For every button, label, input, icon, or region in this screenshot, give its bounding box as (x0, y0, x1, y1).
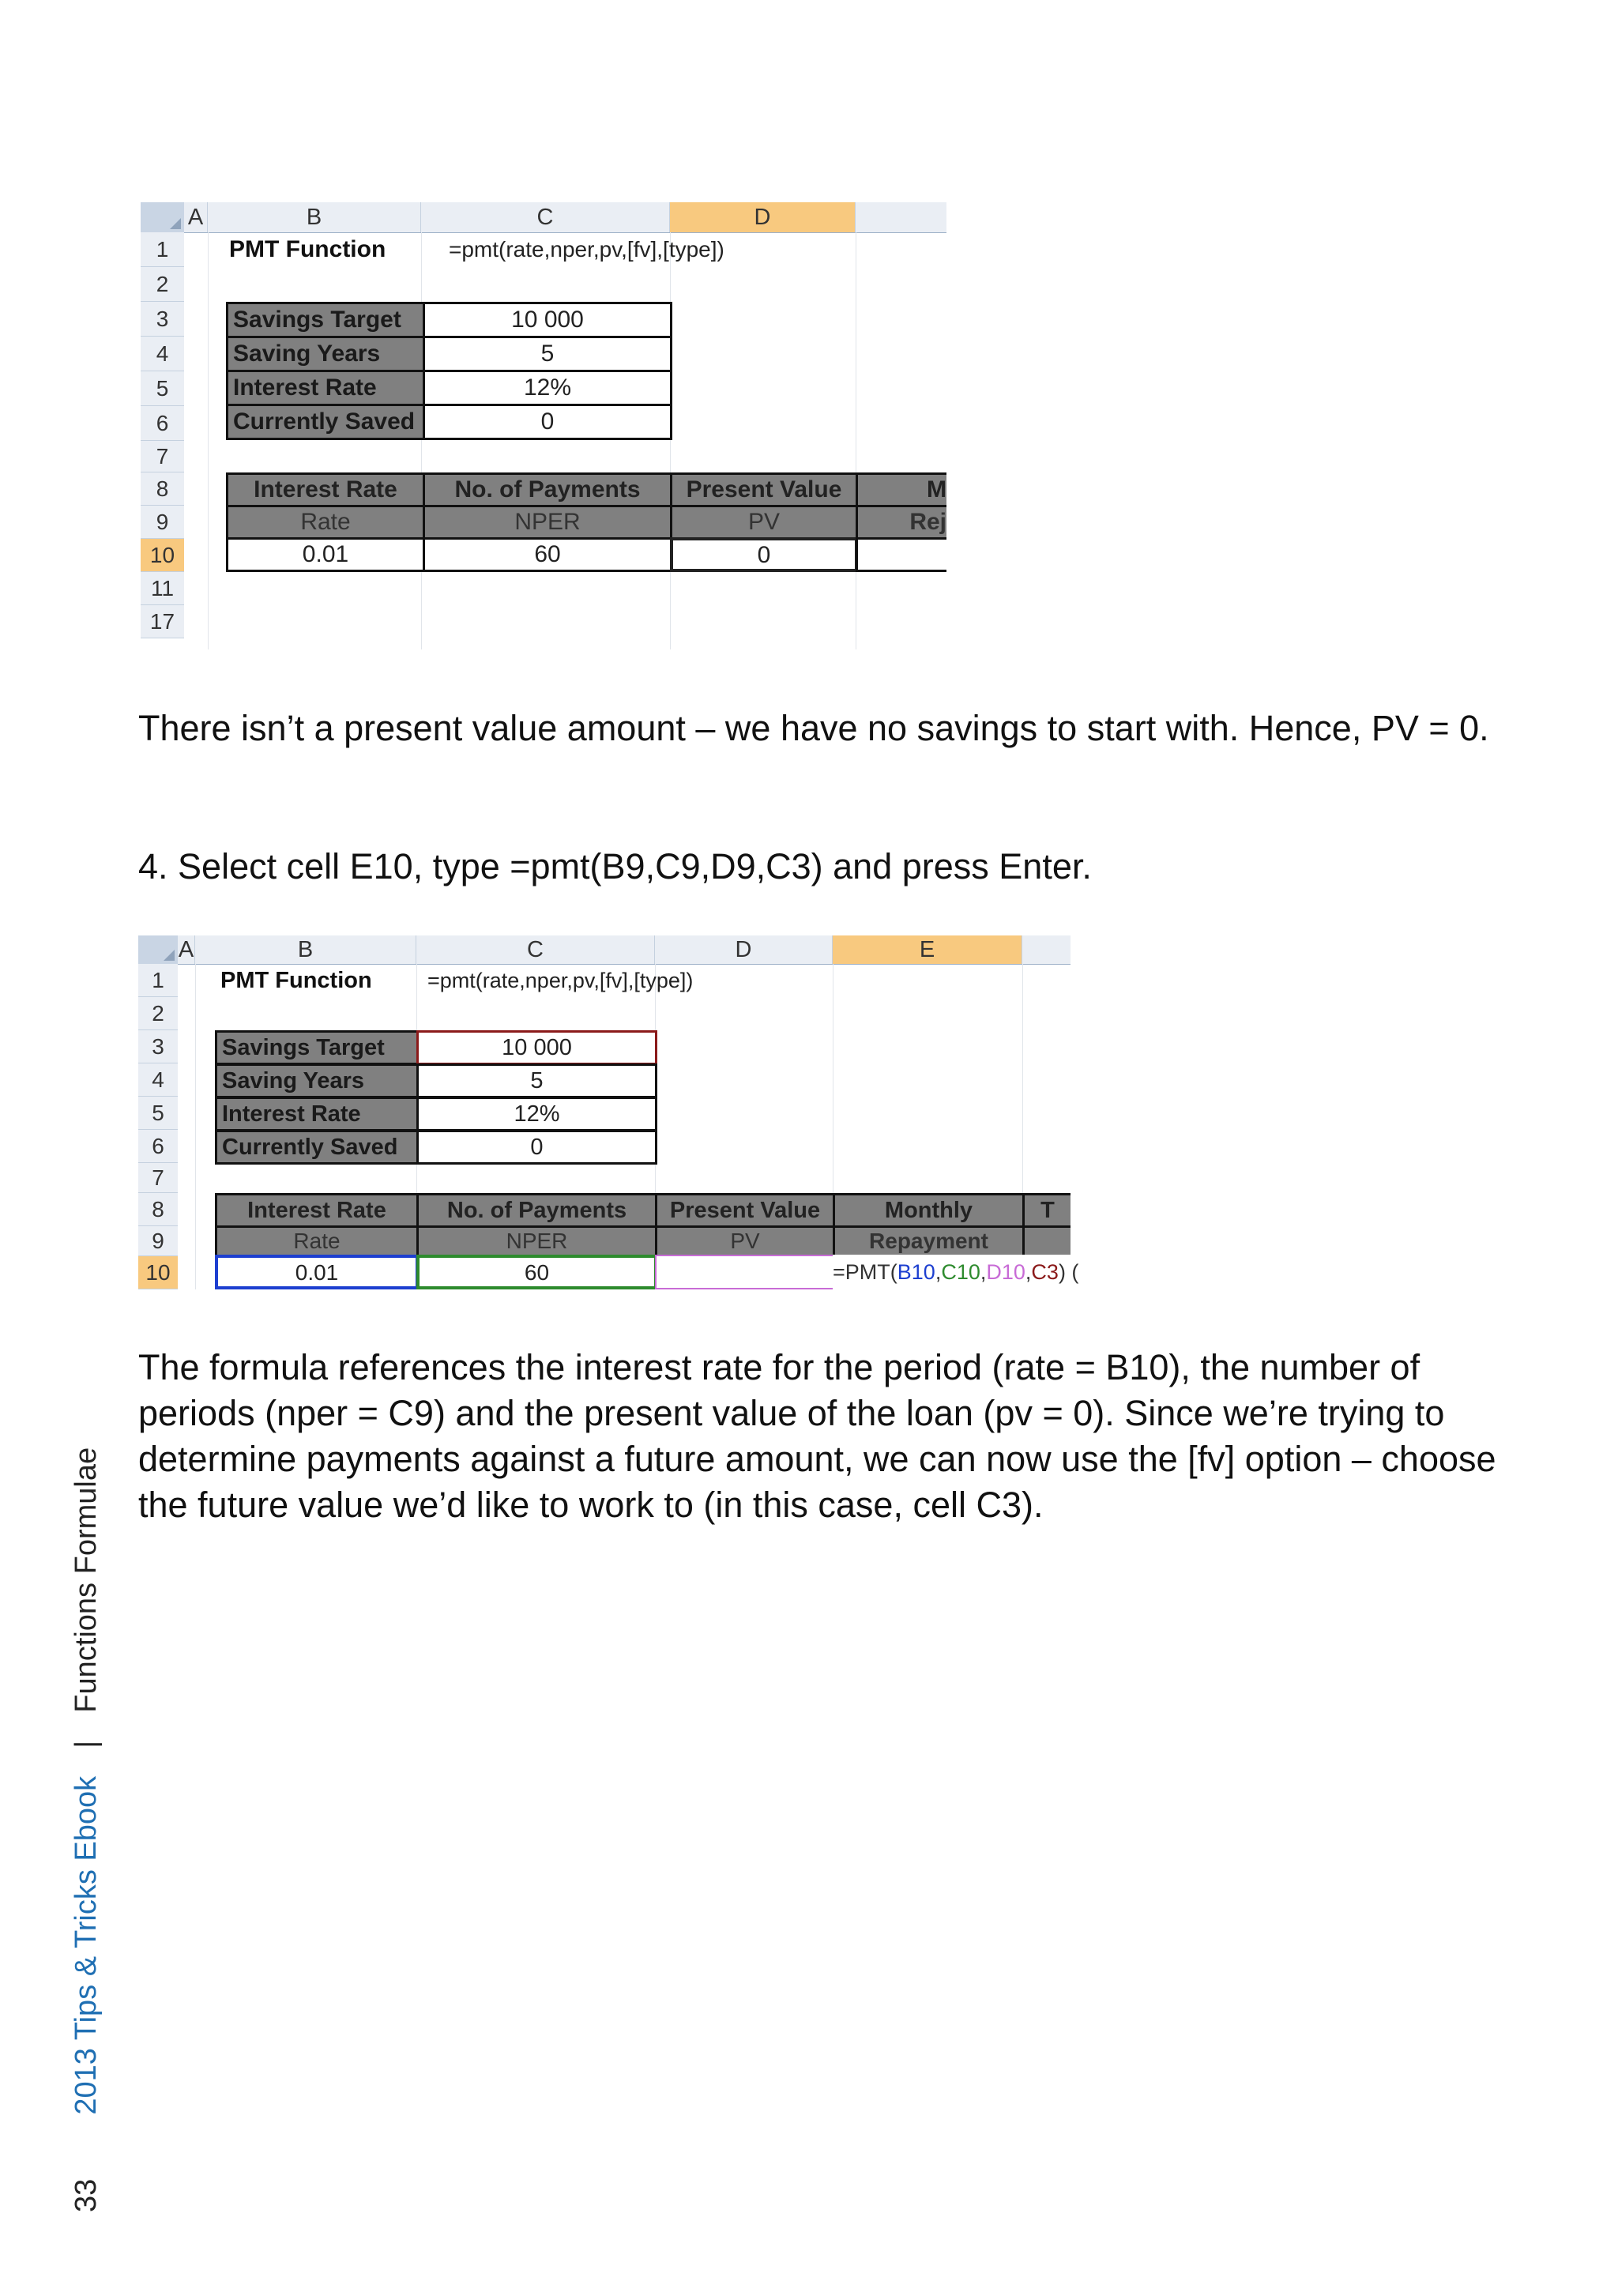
table-sub-pv: PV (670, 505, 858, 540)
formula-ref-d10: D10 (986, 1260, 1025, 1284)
select-all-corner (138, 935, 178, 964)
input-value-saving-years: 5 (423, 336, 672, 372)
cell-b1-title: PMT Function (229, 236, 386, 262)
column-header-b: B (195, 935, 416, 964)
row-header-1: 1 (141, 232, 184, 267)
input-value-saving-years: 5 (416, 1063, 657, 1098)
formula-ref-c10: C10 (941, 1260, 980, 1284)
table-value-rate-referenced: 0.01 (215, 1255, 419, 1289)
input-value-savings-target-referenced: 10 000 (416, 1030, 657, 1065)
input-value-interest-rate: 12% (423, 370, 672, 406)
table-value-rate: 0.01 (226, 537, 425, 572)
table-header-present-value: Present Value (670, 472, 858, 507)
row-header-1: 1 (138, 964, 178, 997)
row-header-2: 2 (141, 267, 184, 302)
table-sub-repayment: Repayment (833, 1225, 1025, 1257)
formula-ref-c3: C3 (1031, 1260, 1059, 1284)
table-sub-rate: Rate (215, 1225, 419, 1257)
table-header-payments: No. of Payments (423, 472, 672, 507)
row-header-3: 3 (141, 302, 184, 337)
row-header-9: 9 (138, 1226, 178, 1256)
table-sub-pv: PV (655, 1225, 835, 1257)
row-header-4: 4 (138, 1063, 178, 1097)
table-sub-total-partial (1022, 1225, 1071, 1257)
table-value-pv-referenced (655, 1255, 835, 1289)
column-header-a: A (178, 937, 194, 962)
page-number: 33 (70, 2178, 103, 2212)
row-header-7: 7 (138, 1163, 178, 1193)
table-sub-nper: NPER (416, 1225, 657, 1257)
input-label-saving-years: Saving Years (226, 336, 425, 372)
formula-entry-cell[interactable]: =PMT(B10,C10,D10,C3) ( (833, 1255, 1071, 1289)
table-value-monthly-empty (856, 537, 946, 572)
table-sub-repayment-partial: Rej (856, 505, 946, 540)
row-header-3: 3 (138, 1030, 178, 1063)
table-sub-nper: NPER (423, 505, 672, 540)
column-header-c: C (421, 202, 670, 232)
page-footer (70, 1447, 103, 2212)
table-sub-rate: Rate (226, 505, 425, 540)
spreadsheet-screenshot-2 (138, 935, 1079, 1289)
table-value-nper-referenced: 60 (416, 1255, 657, 1289)
input-label-saving-years: Saving Years (215, 1063, 419, 1098)
formula-suffix: ) ( (1058, 1260, 1079, 1284)
formula-ref-b10: B10 (897, 1260, 935, 1284)
spreadsheet-screenshot-1 (141, 202, 946, 649)
cell-b1-title: PMT Function (220, 968, 372, 993)
row-header-4: 4 (141, 337, 184, 371)
table-header-interest-rate: Interest Rate (226, 472, 425, 507)
input-label-currently-saved: Currently Saved (215, 1130, 419, 1165)
row-header-8: 8 (138, 1193, 178, 1226)
row-header-2: 2 (138, 997, 178, 1030)
input-value-savings-target: 10 000 (423, 302, 672, 338)
table-value-pv-selected[interactable]: 0 (670, 537, 858, 572)
book-title: 2013 Tips & Tricks Ebook (70, 1775, 103, 2115)
table-header-monthly-partial: M (856, 472, 946, 507)
paragraph-step-4: 4. Select cell E10, type =pmt(B9,C9,D9,C3) and press Enter. (138, 846, 1092, 886)
column-header-a: A (184, 202, 208, 232)
footer-separator: | (70, 1740, 103, 1748)
column-header-e: E (833, 935, 1022, 964)
cell-c1-formula: =pmt(rate,nper,pv,[fv],[type]) (427, 969, 694, 992)
input-label-savings-target: Savings Target (226, 302, 425, 338)
column-header-c: C (416, 935, 655, 964)
input-value-currently-saved: 0 (416, 1130, 657, 1165)
row-header-11: 11 (141, 572, 184, 605)
input-label-interest-rate: Interest Rate (226, 370, 425, 406)
row-header-5: 5 (141, 371, 184, 406)
paragraph-present-value: There isn’t a present value amount – we have no savings to start with. Hence, PV = 0. (138, 708, 1489, 748)
paragraph-formula-explanation: The formula references the interest rate for the period (rate = B10), the number of periods (nper = C9) and the present value of the loan (pv = 0). Since we’re trying to determine payments against a future amount, we can now use the [fv] option – choose the future value we’d like to work to (in this case, cell C3). (138, 1347, 1496, 1525)
table-header-payments: No. of Payments (416, 1193, 657, 1228)
row-header-9: 9 (141, 506, 184, 539)
input-label-savings-target: Savings Target (215, 1030, 419, 1065)
input-value-currently-saved: 0 (423, 404, 672, 440)
row-header-7: 7 (141, 441, 184, 472)
table-header-present-value: Present Value (655, 1193, 835, 1228)
cell-c1-formula: =pmt(rate,nper,pv,[fv],[type]) (449, 237, 724, 262)
column-header-d: D (655, 935, 833, 964)
row-header-10: 10 (138, 1256, 178, 1289)
section-title: Functions Formulae (70, 1447, 103, 1713)
row-header-5: 5 (138, 1097, 178, 1130)
table-header-interest-rate: Interest Rate (215, 1193, 419, 1228)
input-value-interest-rate: 12% (416, 1097, 657, 1131)
table-value-nper: 60 (423, 537, 672, 572)
input-label-currently-saved: Currently Saved (226, 404, 425, 440)
row-header-17: 17 (141, 605, 184, 638)
column-header-b: B (208, 202, 421, 232)
row-header-8: 8 (141, 472, 184, 506)
formula-prefix: =PMT( (833, 1260, 897, 1284)
table-header-total-partial: T (1022, 1193, 1071, 1228)
row-header-6: 6 (141, 406, 184, 441)
input-label-interest-rate: Interest Rate (215, 1097, 419, 1131)
column-header-d: D (670, 202, 856, 232)
select-all-corner (141, 202, 184, 232)
row-header-6: 6 (138, 1130, 178, 1163)
table-header-monthly: Monthly (833, 1193, 1025, 1228)
row-header-10: 10 (141, 539, 184, 572)
